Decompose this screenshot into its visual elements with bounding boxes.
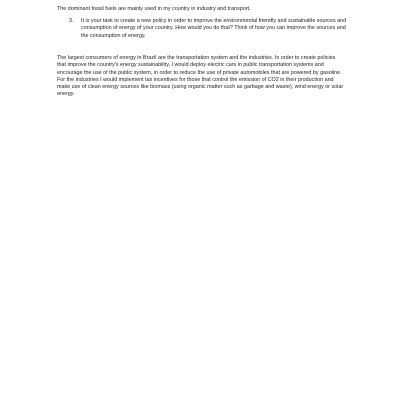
answer-paragraph: The largest consumers of energy in Brazil are the transportation system and the industries. In order to create policies that improve the country's energy sustainability, I would deploy electric cars in public transportation systems and encourage the use of the public system, in order to reduce the use of private automobiles that are powered by gasoline. For the industries I would implement tax incentives for those that control the emission of CO2 in their production and make use of clean energy sources like biomass (using organic matter such as garbage and waste), wind energy or solar energy. <box>57 55 344 98</box>
question-number: 3. <box>69 18 74 24</box>
question-text: It is your task to create a new policy in order to improve the environmental friendly and sustainable sources and consumption of energy of your country. How would you do that? Think of how you can improve the sources and the consumption of energy. <box>81 18 347 39</box>
intro-paragraph: The dominant fossil fuels are mainly used in my country in industry and transport. <box>57 6 251 12</box>
